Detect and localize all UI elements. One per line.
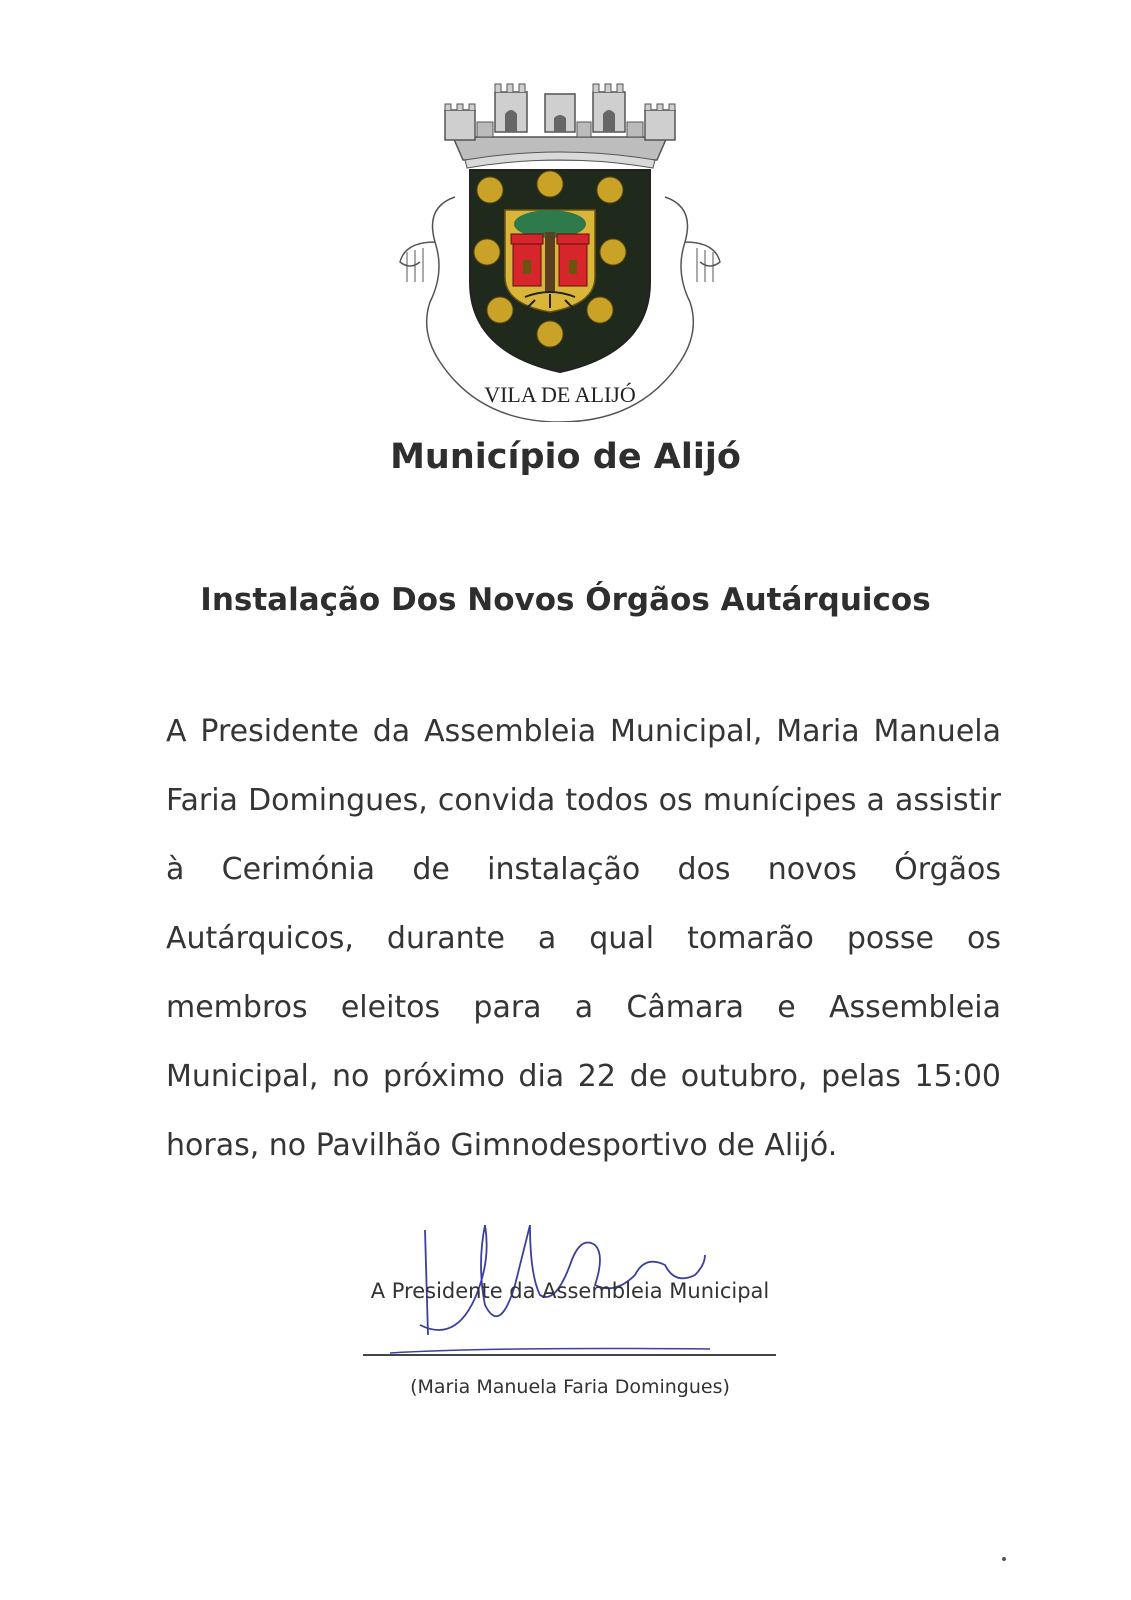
signature-line (363, 1354, 776, 1356)
mural-crown (445, 84, 675, 168)
signature-role: A Presidente da Assembleia Municipal (370, 1279, 770, 1303)
coat-of-arms-emblem (395, 82, 725, 422)
notice-paragraph: A Presidente da Assembleia Municipal, Maria Manuela Faria Domingues, convida todos os munícipes a assistir à Cerimónia de instalação dos novos Órgãos Autárquicos, durante a qual tomarão posse os membros eleitos para a Câmara e Assembleia Municipal, no próximo dia 22 de outubro, pelas 15:00 horas, no Pavilhão Gimnodesportivo de Alijó. (166, 714, 1001, 1163)
signatory-name: (Maria Manuela Faria Domingues) (410, 1376, 730, 1398)
notice-title: Instalação Dos Novos Órgãos Autárquicos (200, 582, 931, 618)
scan-speck (1002, 1557, 1006, 1561)
motto-text: VILA DE ALIJÓ (484, 382, 636, 407)
municipality-heading: Município de Alijó (390, 437, 741, 477)
